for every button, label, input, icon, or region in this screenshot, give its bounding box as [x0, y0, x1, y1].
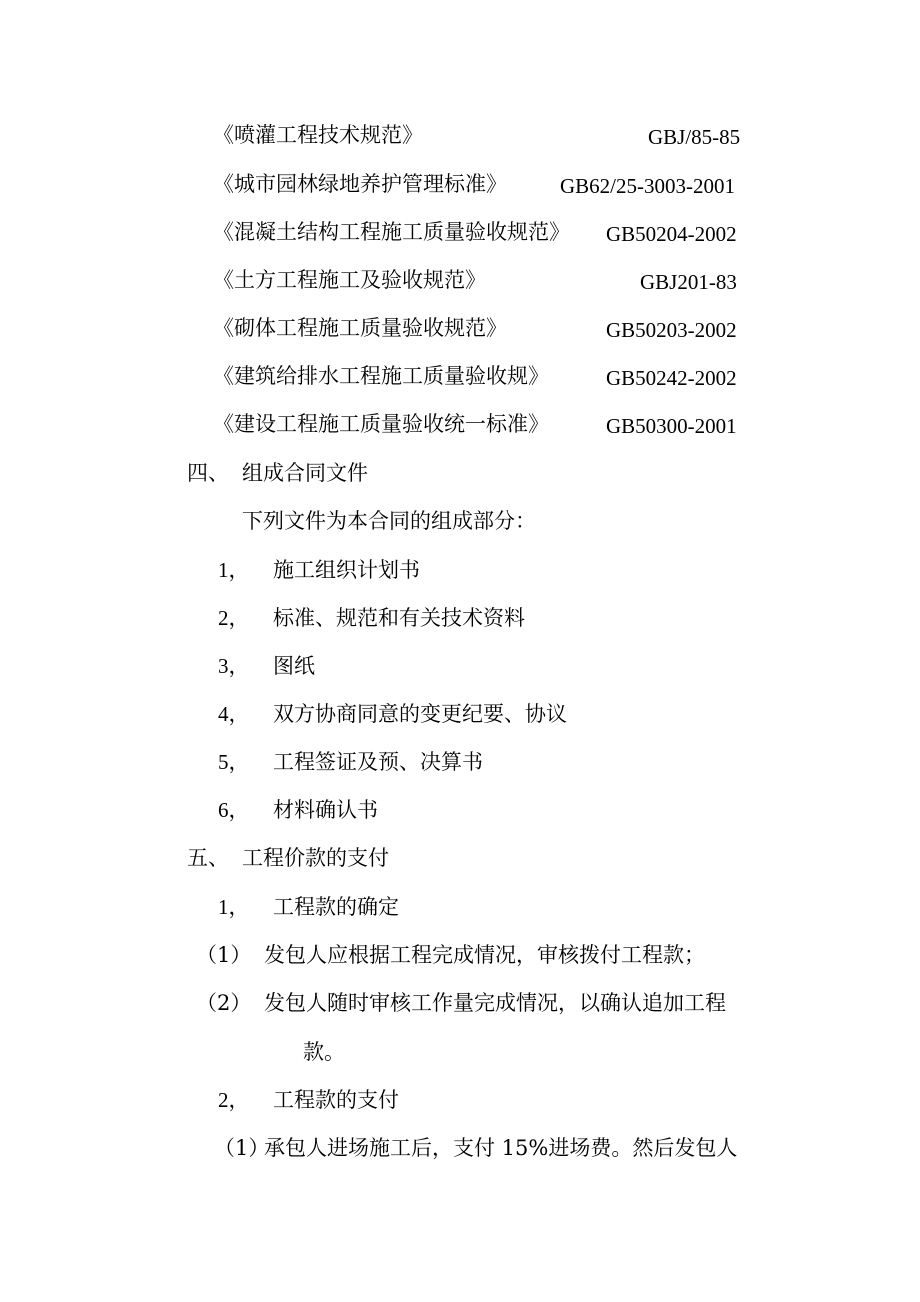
- subsection-title: 工程款的确定: [273, 895, 399, 919]
- list-item: 工程签证及预、决算书: [273, 750, 483, 774]
- standard-name: 《城市园林绿地养护管理标准》: [213, 172, 507, 196]
- list-item: 施工组织计划书: [273, 558, 420, 582]
- list-item: 双方协商同意的变更纪要、协议: [273, 702, 567, 726]
- subsection-number: 1，: [218, 895, 250, 919]
- subsection-title: 工程款的支付: [273, 1088, 399, 1112]
- clause-text-continuation: 款。: [303, 1040, 345, 1064]
- standard-code: GB50242-2002: [606, 366, 737, 390]
- standard-name: 《土方工程施工及验收规范》: [213, 268, 486, 292]
- section-intro: 下列文件为本合同的组成部分：: [242, 509, 536, 533]
- clause-number: （1）: [214, 1136, 270, 1160]
- standard-name: 《建筑给排水工程施工质量验收规》: [213, 364, 549, 388]
- list-item-number: 4，: [218, 702, 250, 726]
- standard-code: GB50203-2002: [606, 318, 737, 342]
- section-number: 五、: [187, 846, 229, 870]
- list-item-number: 3，: [218, 654, 250, 678]
- standard-name: 《混凝土结构工程施工质量验收规范》: [213, 220, 570, 244]
- list-item-number: 1，: [218, 558, 250, 582]
- list-item: 标准、规范和有关技术资料: [273, 606, 525, 630]
- standard-code: GB50204-2002: [606, 222, 737, 246]
- standard-name: 《建设工程施工质量验收统一标准》: [213, 412, 549, 436]
- standard-code: GB62/25-3003-2001: [560, 174, 735, 198]
- subsection-number: 2，: [218, 1088, 250, 1112]
- standard-code: GBJ201-83: [640, 270, 737, 294]
- list-item: 图纸: [273, 654, 315, 678]
- standard-name: 《喷灌工程技术规范》: [213, 123, 423, 147]
- section-title: 组成合同文件: [242, 461, 368, 485]
- clause-number: （1）: [196, 943, 252, 967]
- clause-text: 发包人应根据工程完成情况，审核拨付工程款；: [264, 943, 705, 967]
- list-item-number: 2，: [218, 606, 250, 630]
- standard-code: GB50300-2001: [606, 414, 737, 438]
- section-number: 四、: [187, 461, 229, 485]
- standard-name: 《砌体工程施工质量验收规范》: [213, 316, 507, 340]
- standard-code: GBJ/85-85: [648, 125, 741, 149]
- list-item-number: 5，: [218, 750, 250, 774]
- clause-number: （2）: [196, 991, 252, 1015]
- list-item: 材料确认书: [273, 798, 378, 822]
- clause-text: 发包人随时审核工作量完成情况，以确认追加工程: [264, 991, 726, 1015]
- list-item-number: 6，: [218, 798, 250, 822]
- clause-text: 承包人进场施工后，支付 15%进场费。然后发包人: [264, 1136, 738, 1160]
- section-title: 工程价款的支付: [242, 846, 389, 870]
